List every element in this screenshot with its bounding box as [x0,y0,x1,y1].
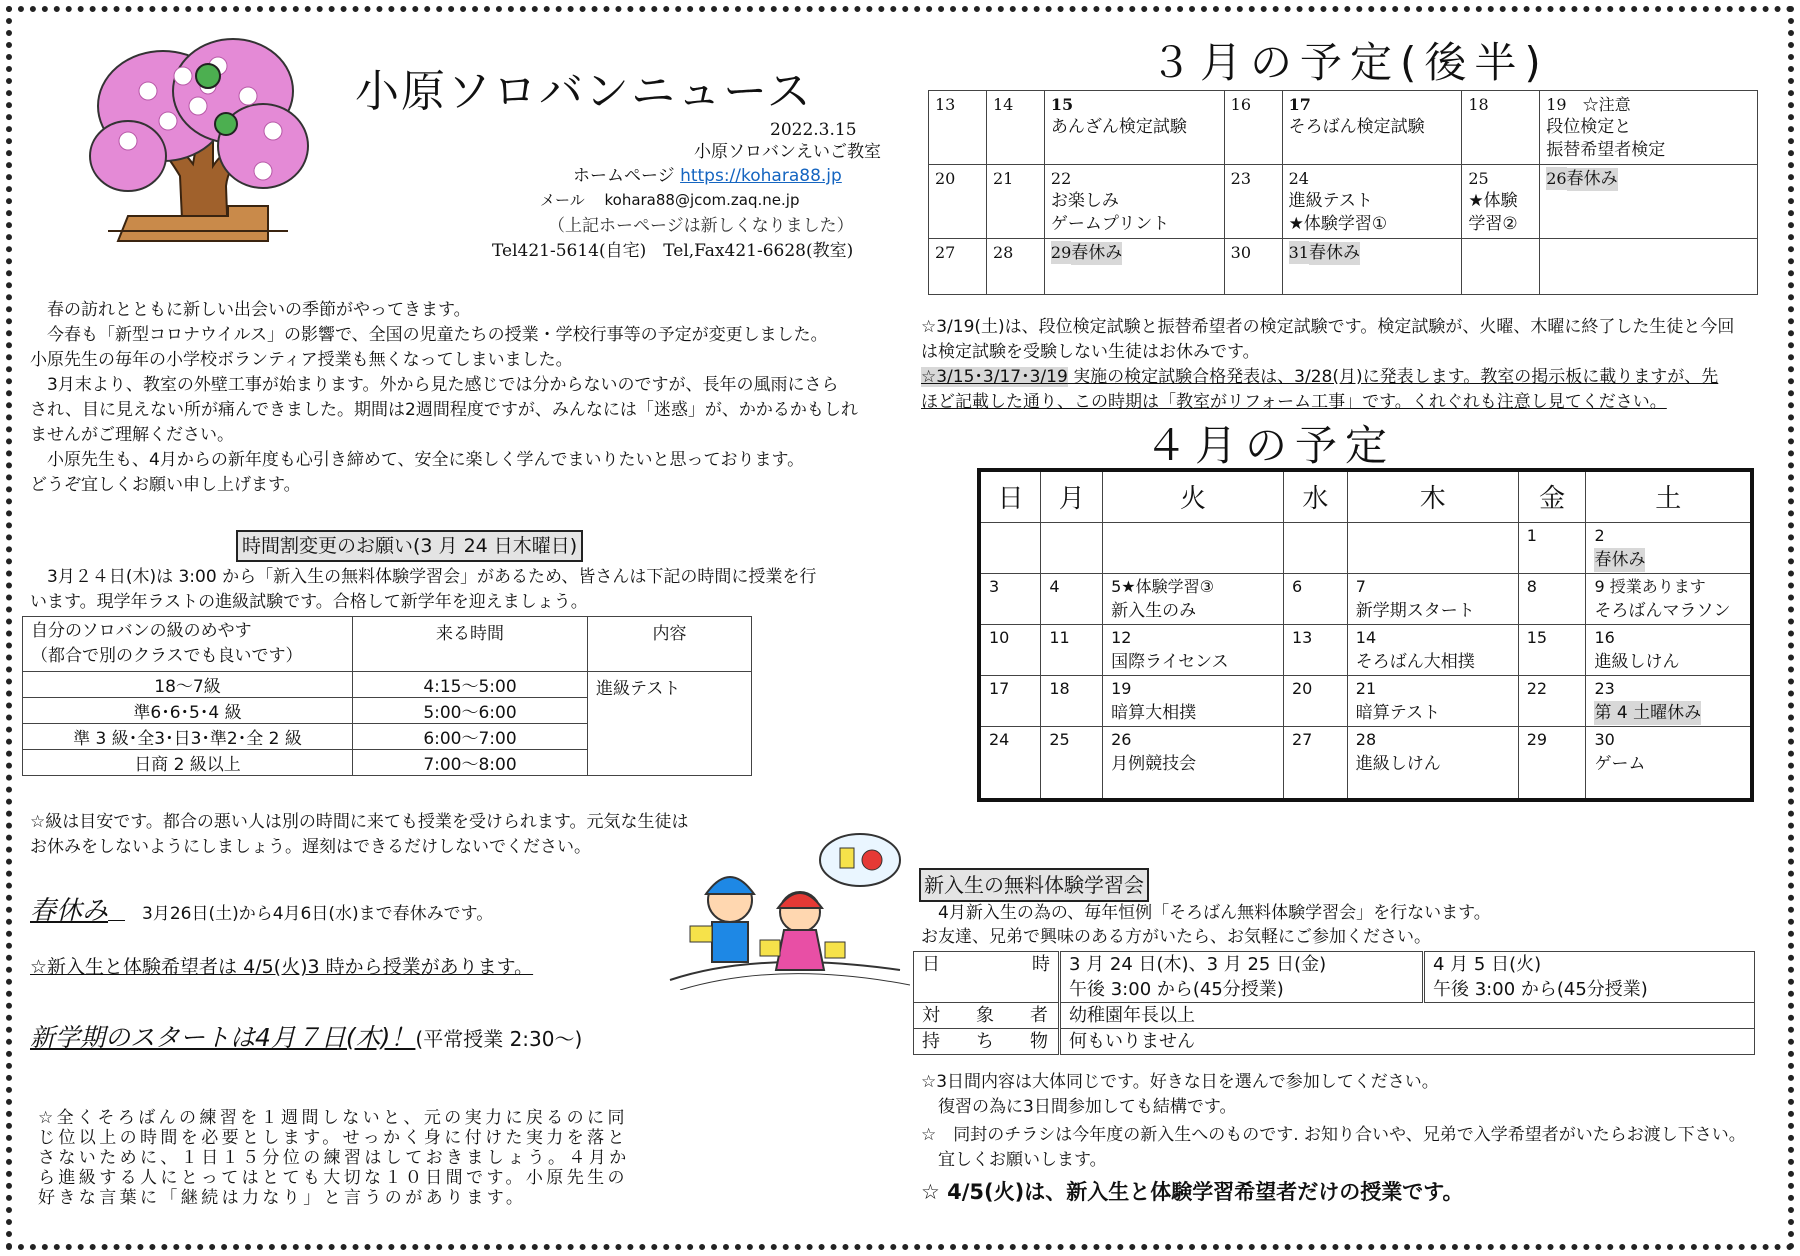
day-event: 第 4 土曜休み [1594,702,1702,723]
highlight-dates: ☆3/15･3/17･3/19 [921,367,1068,387]
day-event: ゲームプリント [1050,214,1170,234]
april-day-cell [1103,573,1284,624]
day-number: 25 [1468,169,1489,188]
day-number: 28 [1355,729,1377,749]
day-number: 9 授業あります [1594,576,1706,596]
day-number: 15 [1050,95,1074,114]
weekday-header: 水 [1284,470,1348,522]
intro-line: 春の訪れとともに新しい出会いの季節がやってきます。 [30,300,471,320]
day-event: 春休み [1594,549,1646,570]
day-event: 暗算テスト [1355,702,1441,723]
time-cell: 5:00～6:00 [353,698,588,724]
april-day-cell [1518,726,1586,800]
day-number: 18 [1468,95,1489,114]
day-event: 暗算大相撲 [1111,702,1197,723]
day-number: 15 [1526,627,1548,647]
time-cell: 6:00～7:00 [353,724,588,750]
april-day-cell [1284,675,1348,726]
day-number: 17 [1288,95,1311,114]
april-day-cell [1041,675,1103,726]
date-cell: 3 月 24 日(木)、3 月 25 日(金) 午後 3:00 から(45分授業) [1060,952,1424,1003]
march-day-cell [986,239,1044,295]
march-note: は検定試験を受験しない生徒はお休みです。 [921,342,1260,362]
date-cell: 4 月 5 日(火) 午後 3:00 から(45分授業) [1424,952,1755,1003]
term-start: 新学期のスタートは4月７日(木)！ [30,1023,416,1052]
day-number: 23 [1594,678,1615,698]
homepage-note: （上記ホーページは新しくなりました） [548,216,854,236]
day-number: 1 [1526,525,1537,545]
practice-line: ☆全くそろばんの練習を１週間しないと、元の実力に戻るのに同 [38,1108,628,1128]
march-day-cell [1462,165,1540,239]
april-day-cell [1518,675,1586,726]
issue-date: 2022.3.15 [770,120,857,140]
day-number: 5★体験学習③ [1111,576,1214,596]
april-day-cell [1518,522,1586,573]
target-label: 対 象 者 [914,1003,1060,1029]
cherry-tree-illustration [88,36,313,251]
march-day-cell [1540,165,1758,239]
april-day-cell [1103,624,1284,675]
april-day-cell [979,573,1041,624]
practice-line: ら進級する人にとってはとても大切な１０日間です。小原先生の [38,1168,628,1188]
practice-line: 好きな言葉に「継続は力なり」と言うのがあります。 [38,1188,527,1208]
day-number: 16 [1230,95,1251,114]
march-calendar [928,90,1758,295]
trial-note: ☆3日間内容は大体同じです。好きな日を選んで参加してください。 [921,1072,1439,1092]
practice-line: さないために、１日１５分位の練習はしておきましょう。４月か [38,1148,630,1168]
grade-cell: 日商 2 級以上 [23,750,353,776]
trial-final-note: ☆ 4/5(火)は、新入生と体験学習希望者だけの授業です。 [921,1180,1464,1204]
day-number: 29 [1050,243,1072,262]
grade-cell: 準 3 級･全3･日3･準2･全 2 級 [23,724,353,750]
april-day-cell [1586,522,1752,573]
march-title: ３月の予定(後半) [1150,38,1549,87]
intro-line: 小原先生の毎年の小学校ボランティア授業も無くなってしまいました。 [30,350,573,370]
april-title: ４月の予定 [1145,421,1396,470]
day-number: 11 [1049,627,1070,647]
newsletter-title: 小原ソロバンニュース [355,66,813,117]
practice-note [38,1108,630,1208]
april-day-cell [1518,573,1586,624]
march-day-cell [1282,91,1462,165]
march-day-cell [1044,91,1224,165]
april-day-cell [1347,522,1518,573]
march-day-cell [1044,239,1224,295]
day-number: 25 [1049,729,1070,749]
grade-note: ☆級は目安です。都合の悪い人は別の時間に来ても授業を受けられます。元気な生徒は [30,812,689,832]
april-day-cell [1284,573,1348,624]
day-number: 26 [1111,729,1132,749]
day-number: 12 [1111,627,1132,647]
march-day-cell [929,91,987,165]
march-day-cell [1282,239,1462,295]
day-event: お楽しみ [1050,191,1119,211]
note-text: 実施の検定試験合格発表は、3/28(月)に発表します。教室の掲示板に載りますが、先 [1067,367,1719,387]
day-event: 月例競技会 [1111,753,1197,774]
trial-text: お友達、兄弟で興味のある方がいたら、お気軽にご参加ください。 [921,927,1431,947]
day-event: 国際ライセンス [1111,651,1229,672]
day-number: 18 [1049,678,1070,698]
march-day-cell [986,165,1044,239]
day-event: あんざん検定試験 [1050,117,1187,137]
grade-note: お休みをしないようにしましょう。遅刻はできるだけしないでください。 [30,837,591,857]
day-number: 6 [1292,576,1303,596]
telephone: Tel421-5614(自宅) Tel,Fax421-6628(教室) [492,241,854,261]
day-number: 30 [1594,729,1615,749]
day-number: 2 [1594,525,1605,545]
trial-note: 復習の為に3日間参加しても結構です。 [921,1097,1237,1117]
intro-line: 3月末より、教室の外壁工事が始まります。外から見た感じでは分からないのですが、長年の風雨にさら [30,375,839,395]
weekday-header: 月 [1041,470,1103,522]
day-number: 26 [1546,169,1567,188]
april-day-cell [1586,675,1752,726]
target-value: 幼稚園年長以上 [1060,1003,1755,1029]
weekday-header: 日 [979,470,1041,522]
day-number: 13 [935,95,956,114]
class-time-table [22,616,752,776]
day-event: 進級テスト [1288,191,1373,211]
intro-line: ませんがご理解ください。 [30,425,234,445]
april-day-cell [1586,624,1752,675]
homepage-label: ホームページ [573,166,675,186]
march-day-cell [1540,239,1758,295]
day-event: 振替希望者検定 [1546,140,1666,160]
day-number: 4 [1049,576,1060,596]
grade-cell: 準6･6･5･4 級 [23,698,353,724]
weekday-header: 金 [1518,470,1586,522]
april-day-cell [1284,522,1348,573]
march-day-cell [929,239,987,295]
day-event: 春休み [1566,169,1618,189]
march-day-cell [986,91,1044,165]
april-day-cell [1518,624,1586,675]
day-event: 新入生のみ [1111,600,1197,621]
table-header: 来る時間 [353,617,588,672]
trial-note: 宜しくお願いします。 [921,1150,1107,1170]
school-name: 小原ソロバンえいご教室 [694,142,881,162]
trial-table [913,951,1755,1055]
term-note: (平常授業 2:30～) [415,1027,583,1051]
day-event: 段位検定と [1546,117,1632,137]
day-event: ★体験 [1468,191,1518,211]
day-number: 10 [989,627,1010,647]
day-number: 17 [989,678,1010,698]
april-day-cell [1284,726,1348,800]
trial-text: 4月新入生の為の、毎年恒例「そろばん無料体験学習会」を行ないます。 [921,903,1491,923]
day-number: 20 [935,169,956,188]
day-number: 30 [1230,243,1251,262]
april-day-cell [979,522,1041,573]
schedule-change-text: います。現学年ラストの進級試験です。合格して新学年を迎えましょう。 [30,592,588,612]
day-event: 進級しけん [1355,753,1441,774]
time-cell: 4:15～5:00 [353,672,588,698]
spring-break-text: 3月26日(土)から4月6日(水)まで春休みです。 [142,904,494,924]
day-event: 新学期スタート [1355,600,1475,621]
march-day-cell [1282,165,1462,239]
april-day-cell [1347,624,1518,675]
day-event: 進級しけん [1594,651,1680,672]
march-note [921,365,1718,390]
intro-line: 小原先生も、4月からの新年度も心引き締めて、安全に楽しく学んでまいりたいと思っております。 [30,450,805,470]
day-number: 21 [992,169,1014,188]
day-number: 7 [1355,576,1366,596]
march-day-cell [1540,91,1758,165]
day-number: 27 [935,243,956,262]
march-note: ほど記載した通り、この時期は「教室がリフォーム工事」です。くれぐれも注意し見てください。 [921,392,1667,412]
homepage-link[interactable]: https://kohara88.jp [680,166,842,186]
date-label-cell: 日 時 [914,952,1060,1003]
day-number: 3 [989,576,1000,596]
april-calendar [977,468,1754,802]
mail-label: メール [540,191,585,209]
items-label: 持 ち 物 [914,1029,1060,1055]
april-day-cell [1103,726,1284,800]
day-number: 16 [1594,627,1615,647]
weekday-header: 火 [1103,470,1284,522]
kids-illustration [660,830,910,990]
practice-line: じ位以上の時間を必要とします。せっかく身に付けた実力を落と [38,1128,628,1148]
day-number: 31 [1288,243,1309,262]
march-day-cell [1224,239,1282,295]
day-number: 20 [1292,678,1313,698]
new-student-notice: ☆新入生と体験希望者は 4/5(火)3 時から授業があります。 [30,956,534,978]
april-day-cell [979,675,1041,726]
march-note: ☆3/19(土)は、段位検定試験と振替希望者の検定試験です。検定試験が、火曜、木曜に終了した生徒と今回 [921,317,1735,337]
april-day-cell [1586,726,1752,800]
day-number: 19 ☆注意 [1546,95,1631,114]
day-event: 学習② [1468,214,1518,234]
day-number: 22 [1050,169,1072,188]
day-number: 14 [992,95,1014,114]
homepage-line [573,164,842,189]
march-day-cell [1462,239,1540,295]
mail-address: kohara88@jcom.zaq.ne.jp [604,191,800,209]
intro-text [30,298,890,498]
trial-heading: 新入生の無料体験学習会 [919,868,1149,902]
april-day-cell [1347,675,1518,726]
april-day-cell [1041,522,1103,573]
day-number: 28 [992,243,1014,262]
day-number: 24 [989,729,1010,749]
day-event: 春休み [1071,243,1123,263]
day-number: 19 [1111,678,1132,698]
april-day-cell [1041,624,1103,675]
day-number: 14 [1355,627,1377,647]
time-cell: 7:00～8:00 [353,750,588,776]
schedule-change-text: 3月２４日(木)は 3:00 から「新入生の無料体験学習会」があるため、皆さんは下記の時間に授業を行 [30,567,817,587]
march-day-cell [929,165,987,239]
trial-note: ☆ 同封のチラシは今年度の新入生へのものです. お知り合いや、兄弟で入学希望者がいたらお渡し下さい。 [921,1125,1746,1145]
april-day-cell [1284,624,1348,675]
march-day-cell [1044,165,1224,239]
day-number: 29 [1526,729,1548,749]
day-event: そろばんマラソン [1594,600,1731,621]
spring-break-label: 春休み [30,896,109,926]
day-number: 8 [1526,576,1537,596]
april-day-cell [979,624,1041,675]
april-day-cell [1103,522,1284,573]
table-header: 内容 [588,617,752,672]
intro-line: 今春も「新型コロナウイルス」の影響で、全国の児童たちの授業・学校行事等の予定が変更しました。 [30,325,828,345]
day-event: そろばん大相撲 [1355,651,1475,672]
table-header: 自分のソロバンの級のめやす （都合で別のクラスでも良いです） [23,617,353,672]
schedule-change-heading: 時間割変更のお願い(3 月 24 日木曜日) [236,530,583,562]
weekday-header: 土 [1586,470,1752,522]
grade-cell: 18～7級 [23,672,353,698]
term-start-line [30,1018,582,1054]
day-event: 春休み [1308,243,1360,263]
april-day-cell [1347,573,1518,624]
intro-line: どうぞ宜しくお願い申し上げます。 [30,475,301,495]
day-event: ゲーム [1594,753,1646,774]
items-value: 何もいりません [1060,1029,1755,1055]
day-number: 24 [1288,169,1309,188]
march-day-cell [1224,91,1282,165]
day-number: 22 [1526,678,1548,698]
day-number: 23 [1230,169,1251,188]
content-cell: 進級テスト [588,672,752,776]
intro-line: され、目に見えない所が痛んできました。期間は2週間程度ですが、みんなには「迷惑」が、かかるかもしれ [30,400,858,420]
day-event: ★体験学習① [1288,214,1388,234]
day-number: 13 [1292,627,1313,647]
april-day-cell [979,726,1041,800]
april-day-cell [1347,726,1518,800]
april-day-cell [1103,675,1284,726]
april-day-cell [1041,726,1103,800]
april-day-cell [1586,573,1752,624]
april-day-cell [1041,573,1103,624]
march-day-cell [1462,91,1540,165]
day-number: 21 [1355,678,1377,698]
spring-break-line [30,890,493,927]
mail-line [540,188,799,213]
march-day-cell [1224,165,1282,239]
day-event: そろばん検定試験 [1288,117,1425,137]
day-number: 27 [1292,729,1313,749]
weekday-header: 木 [1347,470,1518,522]
